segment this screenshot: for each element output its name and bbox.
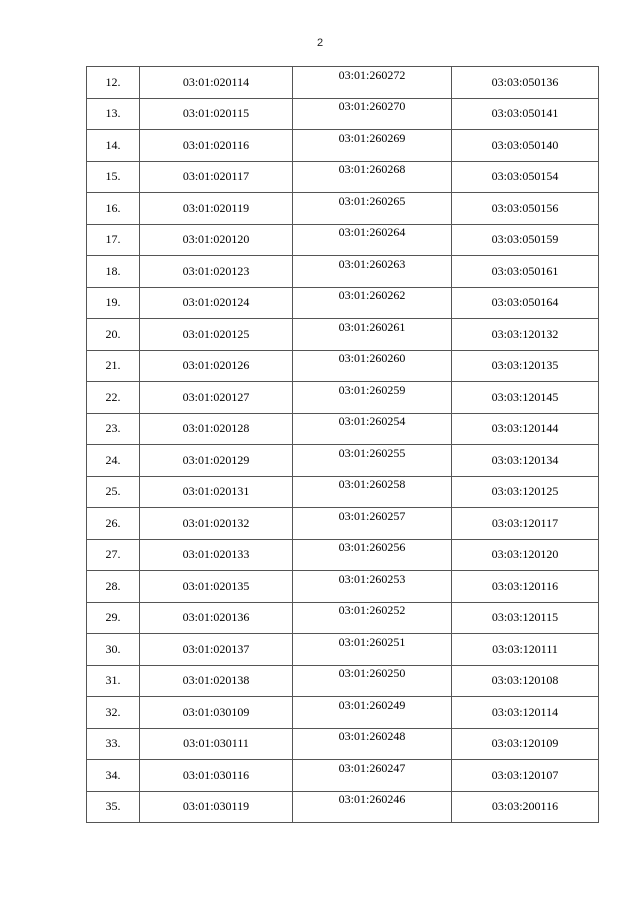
row-number-cell xyxy=(87,413,140,445)
cadastral-number-cell xyxy=(293,571,452,603)
cadastral-number-cell xyxy=(140,539,293,571)
cell-text: 03:03:050141 xyxy=(491,106,559,121)
table-row xyxy=(87,130,599,162)
cadastral-number-cell xyxy=(140,130,293,162)
cadastral-number-cell xyxy=(452,382,599,414)
cell-text: 03:01:020127 xyxy=(182,389,250,404)
cell-text: 03:01:260270 xyxy=(338,99,406,114)
cadastral-number-cell xyxy=(293,413,452,445)
row-number-cell xyxy=(87,728,140,760)
cadastral-number-cell xyxy=(293,760,452,792)
row-number-cell xyxy=(87,571,140,603)
row-number-cell xyxy=(87,539,140,571)
cell-text: 23. xyxy=(105,421,121,436)
table-row xyxy=(87,224,599,256)
cell-text: 12. xyxy=(105,74,121,89)
table-row xyxy=(87,539,599,571)
row-number-cell xyxy=(87,760,140,792)
row-number-cell xyxy=(87,193,140,225)
cadastral-number-cell xyxy=(293,224,452,256)
cell-text: 03:03:050164 xyxy=(491,295,559,310)
table-row xyxy=(87,413,599,445)
cell-text: 13. xyxy=(105,106,121,121)
cell-text: 33. xyxy=(105,736,121,751)
cell-text: 19. xyxy=(105,295,121,310)
cell-text: 03:01:020123 xyxy=(182,263,250,278)
cadastral-number-cell xyxy=(140,665,293,697)
cadastral-number-cell xyxy=(293,445,452,477)
cadastral-number-cell xyxy=(452,571,599,603)
cadastral-number-cell xyxy=(293,728,452,760)
cadastral-number-cell xyxy=(452,350,599,382)
cell-text: 03:01:260249 xyxy=(338,697,406,712)
cadastral-number-cell xyxy=(452,476,599,508)
cadastral-number-cell xyxy=(140,602,293,634)
cell-text: 03:01:030116 xyxy=(182,767,250,782)
cadastral-number-cell xyxy=(452,508,599,540)
cell-text: 03:01:020128 xyxy=(182,421,250,436)
table-row xyxy=(87,445,599,477)
cadastral-number-cell xyxy=(293,319,452,351)
cadastral-number-cell xyxy=(293,634,452,666)
cadastral-number-cell xyxy=(293,67,452,99)
cadastral-number-cell xyxy=(140,256,293,288)
cell-text: 03:03:050154 xyxy=(491,169,559,184)
cadastral-number-cell xyxy=(140,728,293,760)
cadastral-number-cell xyxy=(452,98,599,130)
cell-text: 03:01:020129 xyxy=(182,452,250,467)
cell-text: 26. xyxy=(105,515,121,530)
cadastral-number-cell xyxy=(452,287,599,319)
cell-text: 03:01:260247 xyxy=(338,760,406,775)
cadastral-number-cell xyxy=(452,760,599,792)
row-number-cell xyxy=(87,445,140,477)
cell-text: 03:01:030109 xyxy=(182,704,250,719)
cell-text: 03:03:120108 xyxy=(491,673,559,688)
cadastral-number-cell xyxy=(452,791,599,823)
cadastral-number-cell xyxy=(140,760,293,792)
cell-text: 03:01:030119 xyxy=(182,799,250,814)
table-row xyxy=(87,256,599,288)
cell-text: 03:01:260272 xyxy=(338,67,406,82)
row-number-cell xyxy=(87,350,140,382)
cadastral-number-cell xyxy=(293,602,452,634)
cell-text: 24. xyxy=(105,452,121,467)
cell-text: 03:01:260258 xyxy=(338,477,406,492)
cadastral-number-cell xyxy=(452,634,599,666)
cadastral-number-cell xyxy=(293,161,452,193)
cell-text: 03:03:050159 xyxy=(491,232,559,247)
cadastral-number-cell xyxy=(293,193,452,225)
cadastral-number-cell xyxy=(140,791,293,823)
cadastral-number-cell xyxy=(452,319,599,351)
cell-text: 03:01:260262 xyxy=(338,288,406,303)
cell-text: 03:01:020132 xyxy=(182,515,250,530)
table-row xyxy=(87,697,599,729)
row-number-cell xyxy=(87,287,140,319)
cell-text: 03:01:030111 xyxy=(183,736,249,751)
cell-text: 03:01:020116 xyxy=(182,137,250,152)
cell-text: 18. xyxy=(105,263,121,278)
cell-text: 25. xyxy=(105,484,121,499)
cell-text: 03:01:020137 xyxy=(182,641,250,656)
table-row xyxy=(87,67,599,99)
cadastral-number-cell xyxy=(293,791,452,823)
cell-text: 03:01:020119 xyxy=(182,200,250,215)
cell-text: 03:03:200116 xyxy=(491,799,559,814)
cadastral-number-cell xyxy=(452,224,599,256)
cell-text: 03:01:020133 xyxy=(182,547,250,562)
row-number-cell xyxy=(87,224,140,256)
cell-text: 20. xyxy=(105,326,121,341)
table-row xyxy=(87,791,599,823)
row-number-cell xyxy=(87,508,140,540)
cell-text: 16. xyxy=(105,200,121,215)
cadastral-number-cell xyxy=(452,67,599,99)
cell-text: 03:01:260253 xyxy=(338,571,406,586)
cell-text: 29. xyxy=(105,610,121,625)
cell-text: 03:01:260252 xyxy=(338,603,406,618)
cadastral-number-cell xyxy=(140,161,293,193)
cell-text: 03:03:120117 xyxy=(491,515,559,530)
row-number-cell xyxy=(87,256,140,288)
cell-text: 03:01:020131 xyxy=(182,484,250,499)
cadastral-number-cell xyxy=(452,602,599,634)
cell-text: 22. xyxy=(105,389,121,404)
row-number-cell xyxy=(87,98,140,130)
cell-text: 03:01:020138 xyxy=(182,673,250,688)
table-body xyxy=(87,67,599,823)
cadastral-number-cell xyxy=(452,130,599,162)
cell-text: 14. xyxy=(105,137,121,152)
cadastral-number-cell xyxy=(452,161,599,193)
cell-text: 03:01:260246 xyxy=(338,792,406,807)
cadastral-number-cell xyxy=(452,413,599,445)
cell-text: 32. xyxy=(105,704,121,719)
cell-text: 03:01:260248 xyxy=(338,729,406,744)
cell-text: 03:01:260251 xyxy=(338,634,406,649)
row-number-cell xyxy=(87,130,140,162)
cadastral-number-cell xyxy=(293,130,452,162)
table-row xyxy=(87,287,599,319)
cell-text: 03:03:050156 xyxy=(491,200,559,215)
cell-text: 03:03:120107 xyxy=(491,767,559,782)
cadastral-number-cell xyxy=(140,634,293,666)
cadastral-number-cell xyxy=(293,98,452,130)
cell-text: 03:01:020115 xyxy=(182,106,250,121)
cell-text: 34. xyxy=(105,767,121,782)
row-number-cell xyxy=(87,161,140,193)
cell-text: 21. xyxy=(105,358,121,373)
table-row xyxy=(87,508,599,540)
cadastral-number-cell xyxy=(452,697,599,729)
cell-text: 03:03:120120 xyxy=(491,547,559,562)
row-number-cell xyxy=(87,791,140,823)
cell-text: 03:01:260269 xyxy=(338,130,406,145)
cadastral-number-cell xyxy=(293,508,452,540)
cell-text: 03:03:120111 xyxy=(492,641,558,656)
cadastral-number-cell xyxy=(452,665,599,697)
cell-text: 27. xyxy=(105,547,121,562)
cell-text: 03:03:050161 xyxy=(491,263,559,278)
cadastral-number-cell xyxy=(140,413,293,445)
cadastral-number-cell xyxy=(293,287,452,319)
cell-text: 17. xyxy=(105,232,121,247)
cadastral-number-cell xyxy=(140,476,293,508)
cell-text: 15. xyxy=(105,169,121,184)
cell-text: 03:03:120115 xyxy=(491,610,559,625)
row-number-cell xyxy=(87,382,140,414)
cadastral-numbers-table xyxy=(86,66,599,823)
cadastral-number-cell xyxy=(452,445,599,477)
table-row xyxy=(87,760,599,792)
cadastral-number-cell xyxy=(140,287,293,319)
cell-text: 03:01:260256 xyxy=(338,540,406,555)
cadastral-number-cell xyxy=(140,224,293,256)
cell-text: 03:01:260268 xyxy=(338,162,406,177)
cell-text: 30. xyxy=(105,641,121,656)
cadastral-number-cell xyxy=(140,445,293,477)
table-row xyxy=(87,319,599,351)
table-row xyxy=(87,571,599,603)
cadastral-number-cell xyxy=(140,98,293,130)
cell-text: 03:03:120109 xyxy=(491,736,559,751)
cell-text: 03:01:260257 xyxy=(338,508,406,523)
table-row xyxy=(87,602,599,634)
cadastral-number-cell xyxy=(140,350,293,382)
cell-text: 03:01:260265 xyxy=(338,193,406,208)
cell-text: 03:03:050136 xyxy=(491,74,559,89)
cell-text: 03:03:120135 xyxy=(491,358,559,373)
cell-text: 31. xyxy=(105,673,121,688)
cadastral-number-cell xyxy=(293,256,452,288)
table-row xyxy=(87,193,599,225)
cadastral-number-cell xyxy=(452,256,599,288)
table-row xyxy=(87,382,599,414)
row-number-cell xyxy=(87,634,140,666)
table-row xyxy=(87,476,599,508)
cell-text: 03:03:120125 xyxy=(491,484,559,499)
cadastral-number-cell xyxy=(140,193,293,225)
cell-text: 03:01:260260 xyxy=(338,351,406,366)
cell-text: 28. xyxy=(105,578,121,593)
cadastral-number-cell xyxy=(293,539,452,571)
cell-text: 03:01:020126 xyxy=(182,358,250,373)
cell-text: 03:01:020117 xyxy=(182,169,250,184)
table-row xyxy=(87,350,599,382)
cell-text: 03:03:120114 xyxy=(491,704,559,719)
cell-text: 03:01:260264 xyxy=(338,225,406,240)
cell-text: 03:03:120116 xyxy=(491,578,559,593)
cell-text: 03:01:020125 xyxy=(182,326,250,341)
cell-text: 03:03:120145 xyxy=(491,389,559,404)
cell-text: 03:01:260259 xyxy=(338,382,406,397)
cell-text: 03:01:260261 xyxy=(338,319,406,334)
cell-text: 03:01:260263 xyxy=(338,256,406,271)
cadastral-number-cell xyxy=(293,382,452,414)
cell-text: 03:01:260254 xyxy=(338,414,406,429)
row-number-cell xyxy=(87,602,140,634)
cell-text: 35. xyxy=(105,799,121,814)
cell-text: 03:01:260255 xyxy=(338,445,406,460)
cadastral-number-cell xyxy=(293,476,452,508)
table-row xyxy=(87,98,599,130)
row-number-cell xyxy=(87,319,140,351)
cadastral-number-cell xyxy=(140,382,293,414)
table-row xyxy=(87,728,599,760)
cell-text: 03:01:260250 xyxy=(338,666,406,681)
row-number-cell xyxy=(87,476,140,508)
cadastral-number-cell xyxy=(140,67,293,99)
cadastral-number-cell xyxy=(293,350,452,382)
row-number-cell xyxy=(87,67,140,99)
cadastral-number-cell xyxy=(293,697,452,729)
table-row xyxy=(87,161,599,193)
cell-text: 03:03:120134 xyxy=(491,452,559,467)
cadastral-number-cell xyxy=(452,539,599,571)
cell-text: 03:01:020120 xyxy=(182,232,250,247)
cadastral-number-cell xyxy=(452,193,599,225)
cadastral-number-cell xyxy=(293,665,452,697)
cadastral-number-cell xyxy=(140,571,293,603)
cadastral-number-cell xyxy=(140,319,293,351)
row-number-cell xyxy=(87,697,140,729)
page-number: 2 xyxy=(316,37,324,49)
cadastral-number-cell xyxy=(140,508,293,540)
table-row xyxy=(87,634,599,666)
cadastral-number-cell xyxy=(452,728,599,760)
cadastral-number-cell xyxy=(140,697,293,729)
cell-text: 03:03:050140 xyxy=(491,137,559,152)
cell-text: 03:01:020124 xyxy=(182,295,250,310)
cell-text: 03:01:020135 xyxy=(182,578,250,593)
cell-text: 03:01:020114 xyxy=(182,74,250,89)
row-number-cell xyxy=(87,665,140,697)
cell-text: 03:01:020136 xyxy=(182,610,250,625)
table-row xyxy=(87,665,599,697)
cell-text: 03:03:120132 xyxy=(491,326,559,341)
cell-text: 03:03:120144 xyxy=(491,421,559,436)
